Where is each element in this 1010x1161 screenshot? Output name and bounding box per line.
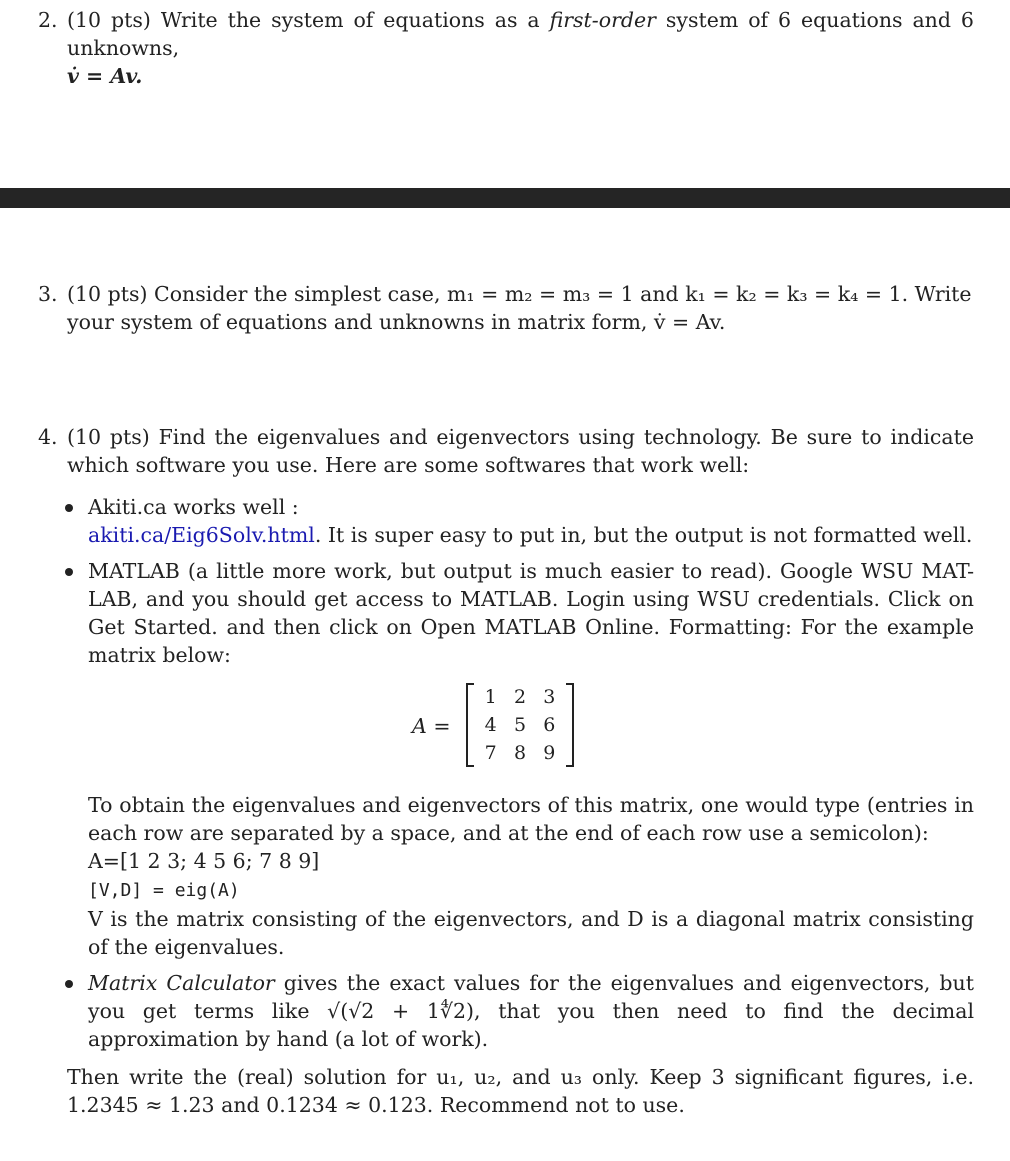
section-divider	[0, 188, 1010, 208]
matrix-cell: 5	[513, 714, 527, 736]
bullet-text: To obtain the eigenvalues and eigenvectors of this matrix, one would type (entries in each row are separated by a space, and at the end of each row use a semicolon):	[88, 793, 974, 845]
question-text: your system of equations and unknowns in matrix form, v̇ = Av.	[67, 310, 726, 334]
list-item	[38, 969, 974, 1053]
list-item	[38, 557, 974, 961]
bullet-icon	[65, 980, 73, 988]
bullet-text: V is the matrix consisting of the eigenvectors, and D is a diagonal matrix consisting of the eigenvalues.	[88, 907, 974, 959]
code-line: [V,D] = eig(A)	[88, 880, 240, 901]
bullet-text: MATLAB (a little more work, but output is much easier to read). Google WSU MAT-LAB, and you should get access to MATLAB. Login using WSU credentials. Click on Get Started. and then click on Open MATLAB Online. Formatting: For the example matrix below:	[88, 559, 974, 667]
code-line: A=[1 2 3; 4 5 6; 7 8 9]	[88, 849, 320, 873]
matrix-cell: 8	[513, 742, 527, 764]
list-item	[38, 493, 974, 549]
matrix-cell: 2	[513, 686, 527, 708]
points: (10 pts)	[67, 8, 151, 32]
matrix-row	[468, 739, 572, 767]
bullet-text: , that you then need to find the decimal approximation by hand (a lot of work).	[88, 999, 974, 1051]
matrix-label: A =	[412, 714, 451, 738]
matrix-cell: 1	[484, 686, 497, 708]
question-text: Write the system of equations as a	[160, 8, 540, 32]
question-text: Consider the simplest case, m₁ = m₂ = m₃ = 1 and k₁ = k₂ = k₃ = k₄ = 1. Write	[154, 282, 972, 306]
question-number: 3.	[38, 282, 58, 306]
matrix-cell: 6	[543, 714, 556, 736]
software-list	[38, 493, 974, 1053]
question-2	[38, 6, 974, 90]
matrix-row	[468, 683, 572, 711]
question-intro: Find the eigenvalues and eigenvectors using technology. Be sure to indicate which software you use. Here are some softwares that work well:	[67, 425, 974, 477]
emphasis: Matrix Calculator	[88, 971, 275, 995]
matrix-cell: 3	[543, 686, 556, 708]
bullet-text: gives the exact values for the eigenvalues and eigenvectors, but you get terms like	[88, 971, 974, 1023]
akiti-link[interactable]: akiti.ca/Eig6Solv.html	[88, 523, 315, 547]
bullet-icon	[65, 504, 73, 512]
matrix-row	[468, 711, 572, 739]
emphasis: first-order	[549, 8, 656, 32]
question-body	[67, 6, 974, 90]
matrix-cell: 4	[484, 714, 497, 736]
matrix-display	[88, 683, 974, 769]
bullet-text: . It is super easy to put in, but the output is not formatted well.	[314, 523, 973, 547]
bullet-title: Akiti.ca works well :	[88, 495, 299, 519]
question-number: 2.	[38, 8, 58, 32]
matrix	[466, 683, 574, 767]
question-3	[38, 280, 974, 336]
question-number: 4.	[38, 425, 58, 449]
question-body	[67, 423, 974, 1119]
matrix-cell: 9	[543, 742, 556, 764]
question-text: system of 6 equations and 6 unknowns,	[67, 8, 974, 60]
question-body	[67, 280, 974, 336]
closing-text: Then write the (real) solution for u₁, u₂, and u₃ only. Keep 3 significant figures, i.e. 1.2345 ≈ 1.23 and 0.1234 ≈ 0.123. Recommend not to use.	[67, 1065, 974, 1117]
question-4	[38, 423, 974, 1119]
points: (10 pts)	[67, 425, 150, 449]
points: (10 pts)	[67, 282, 148, 306]
equation: v̇ = Av.	[67, 64, 143, 88]
matrix-cell: 7	[484, 742, 497, 764]
math-expression: √(√2 + 1∜2)	[327, 999, 474, 1023]
bullet-icon	[65, 568, 73, 576]
